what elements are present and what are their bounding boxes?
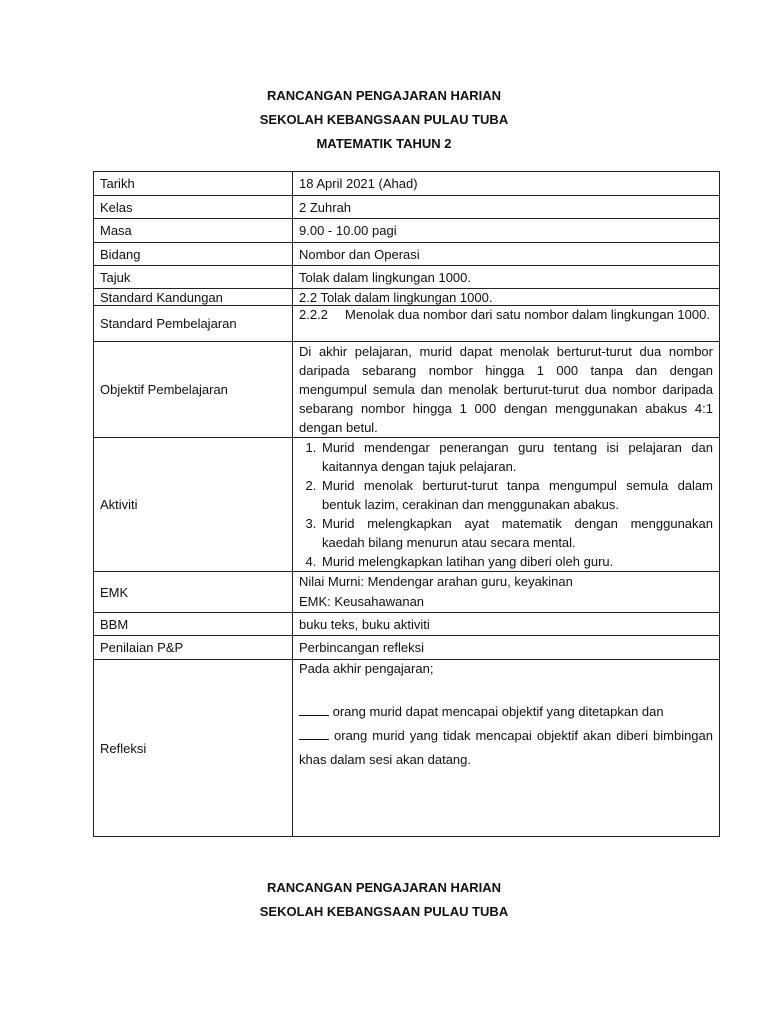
- row-value-emk: [293, 572, 720, 613]
- school-name: SEKOLAH KEBANGSAAN PULAU TUBA: [259, 904, 509, 919]
- list-item: 1. Murid mendengar penerangan guru tentang isi pelajaran dan kaitannya dengan tajuk pelajaran.: [320, 438, 713, 476]
- table-row: [94, 342, 720, 438]
- row-value-sk: 2.2 Tolak dalam lingkungan 1000.: [293, 289, 720, 306]
- row-label-masa: Masa: [94, 219, 293, 243]
- table-row: [94, 306, 720, 342]
- table-row: [94, 613, 720, 636]
- doc-title: RANCANGAN PENGAJARAN HARIAN: [266, 88, 501, 103]
- emk-keusahawanan: EMK: Keusahawanan: [299, 594, 425, 609]
- table-row: [94, 438, 720, 572]
- table-row: [94, 243, 720, 266]
- doc-title: RANCANGAN PENGAJARAN HARIAN: [266, 880, 501, 895]
- table-row: [94, 219, 720, 243]
- table-row: [94, 266, 720, 289]
- school-name: SEKOLAH KEBANGSAAN PULAU TUBA: [259, 112, 509, 127]
- list-item: 3. Murid melengkapkan ayat matematik dengan menggunakan kaedah bilang menurun atau secara mental.: [320, 514, 713, 552]
- row-label-tajuk: Tajuk: [94, 266, 293, 289]
- row-label-emk: EMK: [94, 572, 293, 613]
- row-value-sp: [293, 306, 720, 342]
- row-value-bbm: buku teks, buku aktiviti: [293, 613, 720, 636]
- document-header: [0, 84, 768, 156]
- refleksi-line-2: orang murid yang tidak mencapai objektif akan diberi bimbingan khas dalam sesi akan datang.: [299, 728, 713, 767]
- row-label-refleksi: Refleksi: [94, 660, 293, 837]
- row-value-bidang: Nombor dan Operasi: [293, 243, 720, 266]
- emk-nilai-murni: Nilai Murni: Mendengar arahan guru, keyakinan: [299, 574, 573, 589]
- row-label-sp: Standard Pembelajaran: [94, 306, 293, 342]
- table-row: [94, 636, 720, 660]
- row-value-aktiviti: [293, 438, 720, 572]
- sp-text: Menolak dua nombor dari satu nombor dalam lingkungan 1000.: [345, 307, 710, 322]
- table-row: [94, 289, 720, 306]
- row-label-kelas: Kelas: [94, 196, 293, 219]
- row-label-bidang: Bidang: [94, 243, 293, 266]
- sp-code: 2.2.2: [299, 307, 328, 322]
- table-row: [94, 196, 720, 219]
- refleksi-line-1: orang murid dapat mencapai objektif yang ditetapkan dan: [299, 700, 713, 724]
- table-row: [94, 660, 720, 837]
- row-value-penilaian: Perbincangan refleksi: [293, 636, 720, 660]
- row-value-tarikh: 18 April 2021 (Ahad): [293, 172, 720, 196]
- row-label-sk: Standard Kandungan: [94, 289, 293, 306]
- table-row: [94, 572, 720, 613]
- next-page-header: [0, 876, 768, 924]
- list-item: 4. Murid melengkapkan latihan yang diberi oleh guru.: [320, 552, 713, 571]
- row-label-tarikh: Tarikh: [94, 172, 293, 196]
- subject-name: MATEMATIK TAHUN 2: [316, 136, 452, 151]
- table-row: [94, 172, 720, 196]
- aktiviti-list: [299, 438, 713, 571]
- row-label-objektif: Objektif Pembelajaran: [94, 342, 293, 438]
- row-label-bbm: BBM: [94, 613, 293, 636]
- row-value-objektif: Di akhir pelajaran, murid dapat menolak berturut-turut dua nombor daripada sebarang nombor hingga 1 000 tanpa dan dengan mengumpul semula dan menolak berturut-turut dua nombor daripada sebarang nombor hingga 1 000 dengan menggunakan abakus 4:1 dengan betul.: [293, 342, 720, 438]
- lesson-plan-table: [93, 171, 720, 837]
- blank-line: [299, 727, 329, 740]
- row-value-masa: 9.00 - 10.00 pagi: [293, 219, 720, 243]
- row-value-refleksi: [293, 660, 720, 837]
- row-label-aktiviti: Aktiviti: [94, 438, 293, 572]
- row-value-kelas: 2 Zuhrah: [293, 196, 720, 219]
- row-value-tajuk: Tolak dalam lingkungan 1000.: [293, 266, 720, 289]
- row-label-penilaian: Penilaian P&P: [94, 636, 293, 660]
- list-item: 2. Murid menolak berturut-turut tanpa mengumpul semula dalam bentuk lazim, cerakinan dan menggunakan abakus.: [320, 476, 713, 514]
- refleksi-intro: Pada akhir pengajaran;: [299, 661, 434, 676]
- blank-line: [299, 703, 329, 716]
